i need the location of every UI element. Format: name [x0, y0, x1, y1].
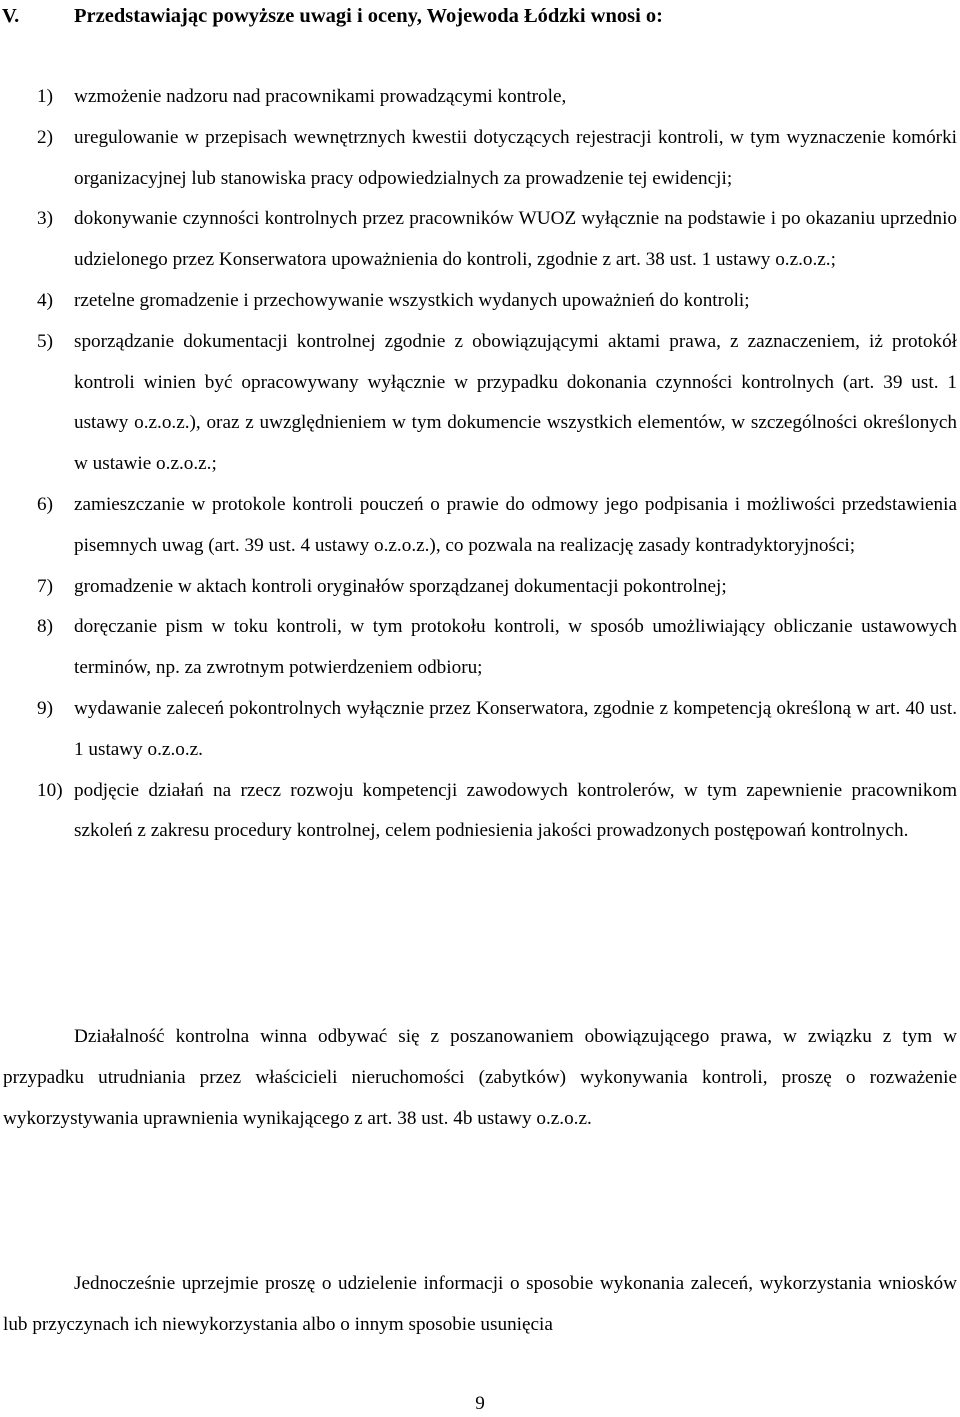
body-paragraph: Działalność kontrolna winna odbywać się z poszanowaniem obowiązującego prawa, w związku z tym w przypadku utrudniania przez właścicieli nieruchomości (zabytków) wykonywania kontroli, proszę o rozważenie wykorzystywania uprawnienia wynikającego z art. 38 ust. 4b ustawy o.z.o.z. [3, 1026, 957, 1129]
list-item-marker: 7) [37, 575, 53, 597]
list-item-text: uregulowanie w przepisach wewnętrznych kwestii dotyczących rejestracji kontroli, w tym wyznaczenie komórki organizacyjnej lub stanowiska pracy odpowiedzialnych za prowadzenie tej ewidencji; [74, 126, 957, 189]
list-item-marker: 3) [37, 208, 53, 230]
list-item-marker: 8) [37, 616, 53, 638]
list-item [0, 607, 960, 689]
list-item-marker: 1) [37, 86, 53, 107]
section-number: V. [2, 5, 20, 27]
list-item-text: wydawanie zaleceń pokontrolnych wyłącznie przez Konserwatora, zgodnie z kompetencją określoną w art. 40 ust. 1 ustawy o.z.o.z. [74, 697, 957, 760]
list-item [0, 118, 960, 200]
requests-list [0, 77, 960, 852]
section-heading [0, 1, 960, 31]
list-item-marker: 6) [37, 493, 53, 515]
list-item [0, 322, 960, 485]
list-item [0, 771, 960, 853]
list-item-text: rzetelne gromadzenie i przechowywanie wszystkich wydanych upoważnień do kontroli; [74, 289, 750, 311]
list-item-marker: 4) [37, 289, 53, 311]
list-item [0, 567, 960, 608]
list-item-text: gromadzenie w aktach kontroli oryginałów sporządzanej dokumentacji pokontrolnej; [74, 575, 727, 597]
section-title: Przedstawiając powyższe uwagi i oceny, Wojewoda Łódzki wnosi o: [74, 5, 663, 27]
list-item-text: zamieszczanie w protokole kontroli pouczeń o prawie do odmowy jego podpisania i możliwości przedstawienia pisemnych uwag (art. 39 ust. 4 ustawy o.z.o.z.), co pozwala na realizację zasady kontradyktoryjności; [74, 493, 957, 556]
list-item [0, 689, 960, 771]
list-item-marker: 9) [37, 697, 53, 719]
list-item [0, 281, 960, 322]
list-item-text: podjęcie działań na rzecz rozwoju kompetencji zawodowych kontrolerów, w tym zapewnienie pracownikom szkoleń z zakresu procedury kontrolnej, celem podniesienia jakości prowadzonych postępowań kontrolnych. [74, 779, 957, 842]
list-item-marker: 10) [37, 779, 63, 801]
list-item-text: wzmożenie nadzoru nad pracownikami prowadzącymi kontrole, [74, 86, 567, 107]
list-item-text: dokonywanie czynności kontrolnych przez pracowników WUOZ wyłącznie na podstawie i po okazaniu uprzednio udzielonego przez Konserwatora upoważnienia do kontroli, zgodnie z art. 38 ust. 1 ustawy o.z.o.z.; [74, 208, 957, 271]
list-item [0, 77, 960, 118]
list-item [0, 199, 960, 281]
list-item-text: sporządzanie dokumentacji kontrolnej zgodnie z obowiązującymi aktami prawa, z zaznaczeniem, iż protokół kontroli winien być opracowywany wyłącznie w przypadku dokonania czynności kontrolnych (art. 39 ust. 1 ustawy o.z.o.z.), oraz z uwzględnieniem w tym dokumencie wszystkich elementów, w szczególności określonych w ustawie o.z.o.z.; [74, 330, 957, 475]
list-item-marker: 2) [37, 126, 53, 148]
body-paragraph: Jednocześnie uprzejmie proszę o udzielenie informacji o sposobie wykonania zaleceń, wykorzystania wniosków lub przyczynach ich niewykorzystania albo o innym sposobie usunięcia [3, 1273, 957, 1335]
list-item-text: doręczanie pism w toku kontroli, w tym protokołu kontroli, w sposób umożliwiający obliczanie ustawowych terminów, np. za zwrotnym potwierdzeniem odbioru; [74, 616, 957, 679]
list-item-marker: 5) [37, 330, 53, 352]
list-item [0, 485, 960, 567]
page-number: 9 [475, 1393, 485, 1414]
